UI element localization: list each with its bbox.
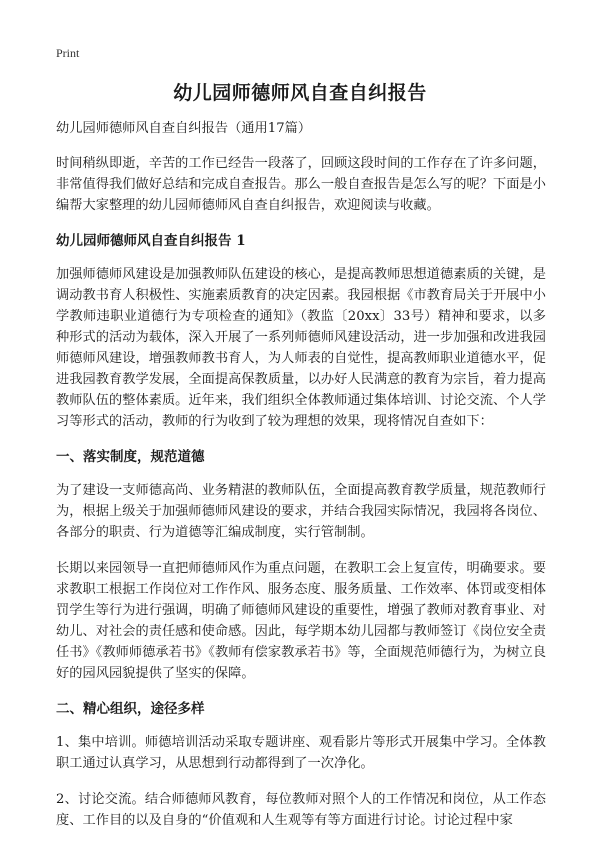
paragraph: 2、讨论交流。结合师德师风教育，每位教师对照个人的工作情况和岗位，从工作态度、工作目的以及自身的“价值观和人生观等有等方面进行讨论。讨论过程中家	[56, 792, 546, 828]
paragraph: 为了建设一支师德高尚、业务精湛的教师队伍，全面提高教育教学质量，规范教师行为，根据上级关于加强师德师风建设的要求，并结合我园实际情况，我园将各岗位、各部分的职责、行为道德等汇编成制度，实行管制制。	[56, 483, 546, 540]
section-heading: 一、落实制度，规范道德	[56, 449, 205, 465]
page-title: 幼儿园师德师风自查自纠报告	[173, 82, 427, 104]
section-heading: 二、精心组织，途径多样	[56, 701, 205, 717]
paragraph: 1、集中培训。师德培训活动采取专题讲座、观看影片等形式开展集中学习。全体教职工通过认真学习，从思想到行动都得到了一次净化。	[56, 735, 546, 771]
paragraph: 加强师德师风建设是加强教师队伍建设的核心，是提高教师思想道德素质的关键，是调动教书育人积极性、实施素质教育的决定因素。我园根据《市教育局关于开展中小学教师违职业道德行为专项检查的通知》（教监〔20xx〕33号）精神和要求，以多种形式的活动为载体，深入开展了一系列师德师风建设活动，进一步加强和改进我园师德师风建设，增强教师教书育人，为人师表的自觉性，提高教师职业道德水平，促进我园教育教学发展，全面提高保教质量，以办好人民满意的教育为宗旨，着力提高教师队伍的整体素质。近年来，我们组织全体教师通过集体培训、讨论交流、个人学习等形式的活动，教师的行为收到了较为理想的效果，现将情况自查如下：	[56, 267, 546, 429]
print-link[interactable]: Print	[56, 46, 80, 60]
section-title: 幼儿园师德师风自查自纠报告 1	[56, 233, 246, 249]
intro-paragraph: 时间稍纵即逝，辛苦的工作已经告一段落了，回顾这段时间的工作存在了许多问题，非常值得我们做好总结和完成自查报告。那么一般自查报告是怎么写的呢？下面是小编帮大家整理的幼儿园师德师风自查自纠报告，欢迎阅读与收藏。	[56, 156, 546, 213]
document-body	[56, 118, 546, 846]
document-subtitle: 幼儿园师德师风自查自纠报告（通用17篇）	[56, 121, 312, 136]
paragraph: 长期以来园领导一直把师德师风作为重点问题，在教职工会上复宣传，明确要求。要求教职工根据工作岗位对工作作风、服务态度、服务质量、工作效率、体罚或变相体罚学生等行为进行强调，明确了师德师风建设的重要性，增强了教师对教育事业、对幼儿、对社会的责任感和使命感。因此，每学期本幼儿园都与教师签订《岗位安全责任书》《教师师德承若书》《教师有偿家教承若书》等，全面规范师德行为，为树立良好的园风园貌提供了坚实的保障。	[56, 561, 546, 681]
